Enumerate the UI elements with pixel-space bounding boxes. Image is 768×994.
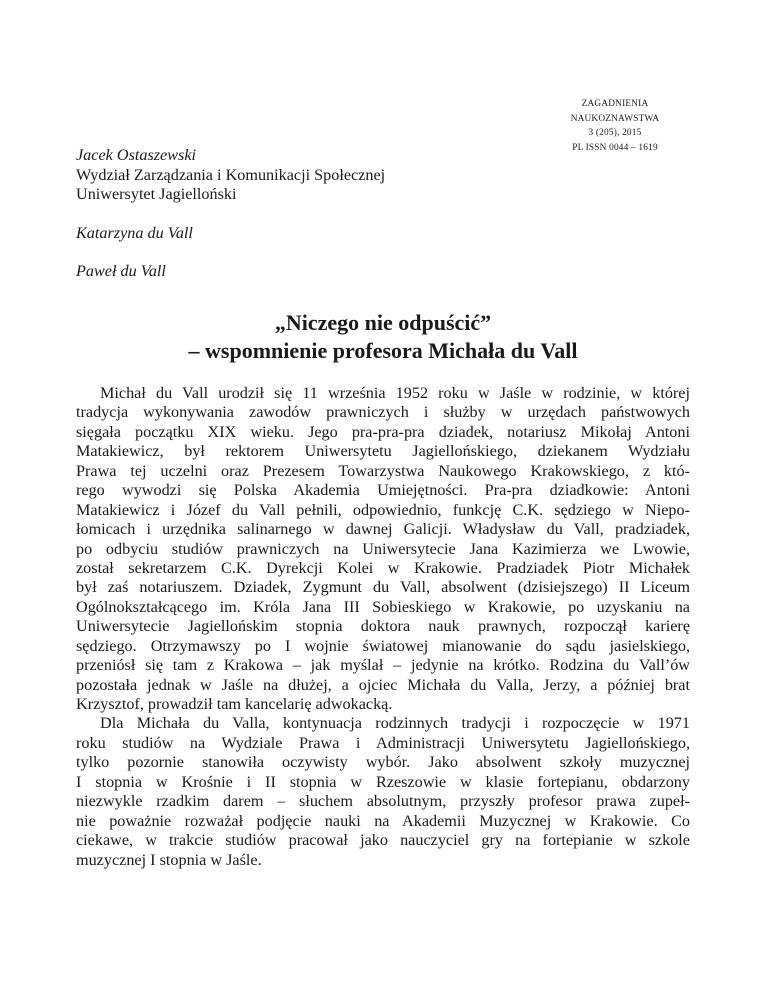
paragraph-line: Prawa tej uczelni oraz Prezesem Towarzystwa Naukowego Krakowskiego, z któ-: [76, 461, 690, 480]
journal-issue: 3 (205), 2015: [588, 128, 642, 139]
paragraph-line: Matakiewicz, był rektorem Uniwersytetu Jagiellońskiego, dziekanem Wydziału: [76, 442, 690, 461]
author-entry: [76, 146, 576, 205]
paragraph-line: roku studiów na Wydziale Prawa i Administracji Uniwersytetu Jagiellońskiego,: [76, 733, 690, 752]
author-affiliation: Uniwersytet Jagielloński: [76, 185, 237, 203]
paragraph: [76, 714, 690, 870]
paragraph-line: I stopnia w Krośnie i II stopnia w Rzeszowie w klasie fortepianu, obdarzony: [76, 772, 690, 791]
paragraph-line: był zaś notariuszem. Dziadek, Zygmunt du Vall, absolwent (dzisiejszego) II Liceum: [76, 578, 690, 597]
paragraph-line: Michał du Vall urodził się 11 września 1952 roku w Jaśle w rodzinie, w której: [100, 384, 690, 402]
author-entry: [76, 262, 576, 282]
article-body: [76, 384, 690, 870]
paragraph-line: tylko pozornie stanowiła oczywisty wybór. Jako absolwent szkoły muzycznej: [76, 753, 690, 772]
title-line: „Niczego nie odpuścić”: [274, 310, 492, 335]
paragraph-line: sędziego. Otrzymawszy po I wojnie światowej mianowanie do sądu jasielskiego,: [76, 636, 690, 655]
paragraph-line: przeniósł się tam z Krakowa – jak myślał – jedynie na krótko. Rodzina du Vall’ów: [76, 656, 690, 675]
paragraph-line: Dla Michała du Valla, kontynuacja rodzinnych tradycji i rozpoczęcie w 1971: [100, 714, 690, 733]
paragraph-line: nie poważnie rozważał podjęcie nauki na Akademii Muzycznej w Krakowie. Co: [76, 811, 690, 830]
paragraph-line: Matakiewicz i Józef du Vall pełnili, odpowiednio, funkcję C.K. sędziego w Niepo-: [76, 500, 690, 519]
paragraph-line: tradycja wykonywania zawodów prawniczych i służby w urzędach państwowych: [76, 403, 690, 422]
paragraph-line: muzycznej I stopnia w Jaśle.: [76, 850, 262, 869]
title-line: – wspomnienie profesora Michała du Vall: [188, 337, 578, 363]
author-entry: [76, 224, 576, 244]
paragraph-line: Ogólnokształcącego im. Króla Jana III Sobieskiego w Krakowie, po uzyskaniu na: [76, 597, 690, 616]
paragraph-line: został sekretarzem C.K. Dyrekcji Kolei w Krakowie. Pradziadek Piotr Michałek: [76, 558, 690, 577]
paragraph-line: Krzysztof, prowadził tam kancelarię adwokacką.: [76, 695, 393, 713]
article-title: [76, 309, 690, 364]
paragraph-line: rego wywodzi się Polska Akademia Umiejętności. Pra-pra dziadkowie: Antoni: [76, 481, 690, 500]
author-affiliation: Wydział Zarządzania i Komunikacji Społecznej: [76, 165, 386, 184]
paragraph-line: sięgała początku XIX wieku. Jego pra-pra-pra dziadek, notariusz Mikołaj Antoni: [76, 422, 690, 441]
journal-name-line2: NAUKOZNAWSTWA: [570, 113, 660, 124]
authors-block: [76, 146, 576, 301]
author-name: Katarzyna du Vall: [76, 223, 193, 242]
paragraph-line: łomicach i urzędnika salinarnego w dawnej Galicji. Władysław du Vall, pradziadek,: [76, 520, 690, 539]
paragraph-line: po odbyciu studiów prawniczych na Uniwersytecie Jana Kazimierza we Lwowie,: [76, 539, 690, 558]
author-name: Jacek Ostaszewski: [76, 146, 197, 164]
paragraph: [76, 384, 690, 714]
author-name: Paweł du Vall: [76, 262, 166, 280]
journal-issn: PL ISSN 0044 – 1619: [572, 142, 658, 153]
paragraph-line: pozostała jednak w Jaśle na dłużej, a ojciec Michała du Valla, Jerzy, a później brat: [76, 675, 690, 694]
journal-name-line1: ZAGADNIENIA: [581, 99, 649, 109]
paragraph-line: ciekawe, w trakcie studiów pracował jako nauczyciel gry na fortepianie w szkole: [76, 831, 690, 850]
paragraph-line: niezwykle rzadkim darem – słuchem absolutnym, przyszły profesor prawa zupeł-: [76, 792, 690, 811]
paragraph-line: Uniwersytecie Jagiellońskim stopnia doktora nauk prawnych, rozpoczął karierę: [76, 617, 690, 636]
